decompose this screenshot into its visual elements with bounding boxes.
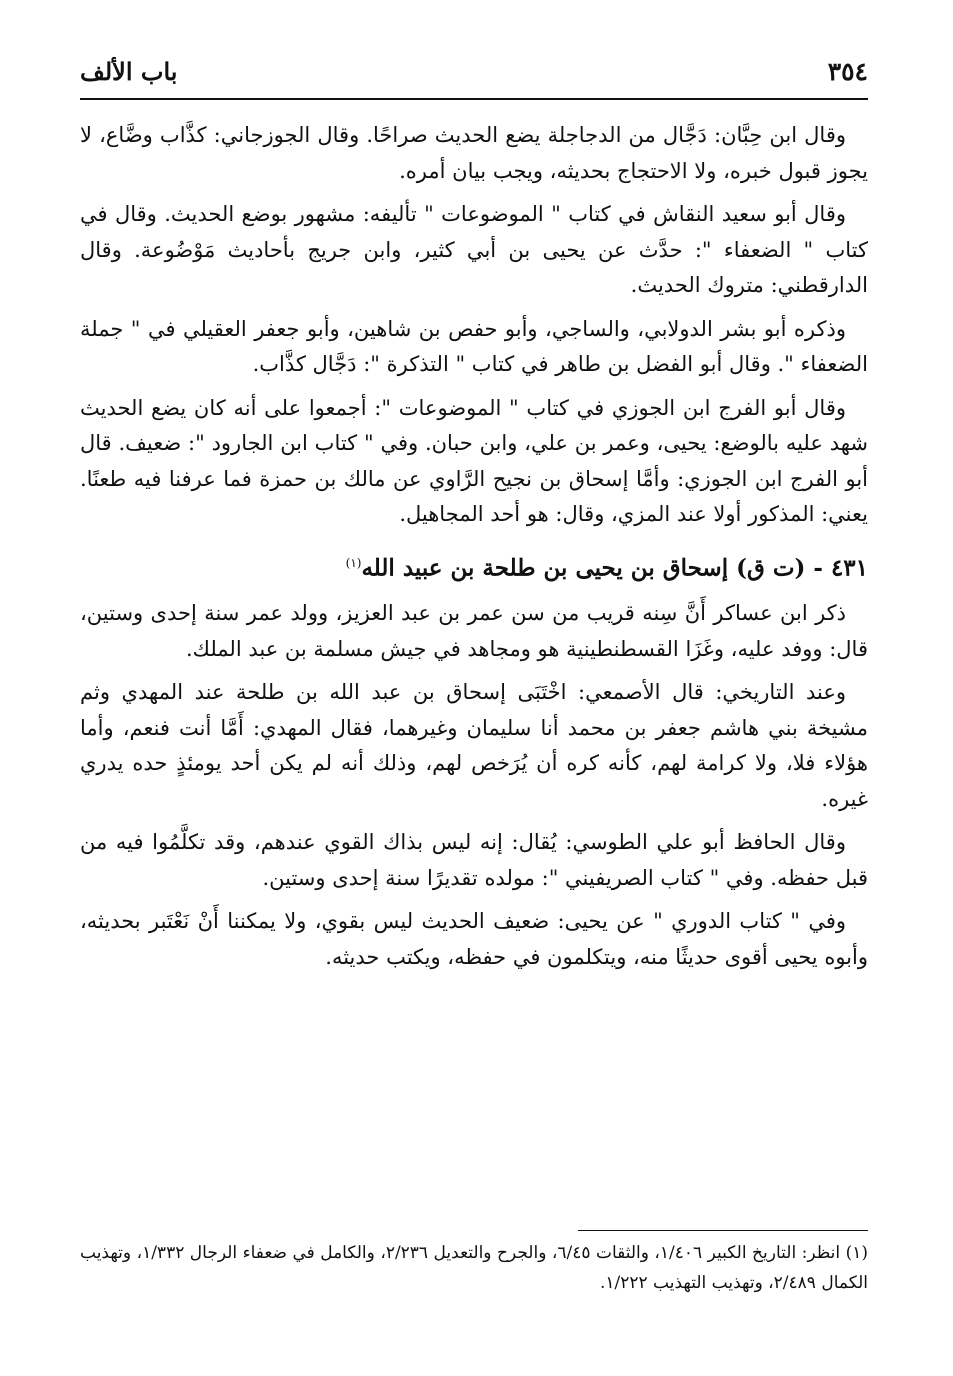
footnote-reference: (١): [345, 555, 362, 570]
header-divider: [80, 98, 868, 100]
entry-heading: [80, 545, 868, 587]
paragraph: وذكره أبو بشر الدولابي، والساجي، وأبو حفص بن شاهين، وأبو جعفر العقيلي في " جملة الضعفاء ". وقال أبو الفضل بن طاهر في كتاب " التذكرة ": دَجَّال كذَّاب.: [80, 316, 868, 376]
entry-heading-text: ٤٣١ - (ت ق) إسحاق بن يحيى بن طلحة بن عبيد الله: [361, 554, 868, 582]
page-header: [80, 55, 868, 95]
footnote: (١) انظر: التاريخ الكبير ١/٤٠٦، والثقات ٦/٤٥، والجرح والتعديل ٢/٢٣٦، والكامل في ضعفاء الرجال ١/٣٣٢، وتهذيب الكمال ٢/٤٨٩، وتهذيب التهذيب ١/٢٢٢.: [80, 1243, 868, 1293]
entry-paragraph: وفي " كتاب الدوري " عن يحيى: ضعيف الحديث ليس بقوي، ولا يمكننا أَنْ نَعْتَبر بحديثه، وأبوه يحيى أقوى حديثًا منه، ويتكلمون في حفظه، ويكتب حديثه.: [80, 909, 868, 969]
entry-paragraph: وقال الحافظ أبو علي الطوسي: يُقال: إنه ليس بذاك القوي عندهم، وقد تكلَّمُوا فيه من قبل حفظه. وفي " كتاب الصريفيني ": مولده تقديرًا سنة إحدى وستين.: [80, 830, 868, 890]
running-title: باب الألف: [80, 57, 178, 86]
paragraph: وقال أبو سعيد النقاش في كتاب " الموضوعات " تأليفه: مشهور بوضع الحديث. وقال في كتاب " الضعفاء ": حدَّث عن يحيى بن أبي كثير، وابن جريج بأحاديث مَوْضُوعة. وقال الدارقطني: متروك الحديث.: [80, 202, 868, 297]
footnote-divider: [578, 1230, 868, 1231]
page-number: ٣٥٤: [827, 57, 868, 86]
entry-paragraph: ذكر ابن عساكر أَنَّ سِنه قريب من سن عمر بن عبد العزيز، وولد عمر سنة إحدى وستين، قال: ووفد عليه، وغَزَا القسطنطينية هو ومجاهد في جيش مسلمة بن عبد الملك.: [80, 601, 868, 661]
paragraph: وقال أبو الفرج ابن الجوزي في كتاب " الموضوعات ": أجمعوا على أنه كان يضع الحديث شهد عليه بالوضع: يحيى، وعمر بن علي، وابن حبان. وفي " كتاب ابن الجارود ": ضعيف. قال أبو الفرج ابن الجوزي: وأمَّا إسحاق بن نجيح الرَّاوي عن مالك بن حمزة فما عرفنا فيه طعنًا. يعني: المذكور أولا عند المزي، وقال: هو أحد المجاهيل.: [80, 395, 868, 526]
main-text: [80, 118, 868, 983]
paragraph: وقال ابن حِبَّان: دَجَّال من الدجاجلة يضع الحديث صراحًا. وقال الجوزجاني: كذَّاب وضَّاع، لا يجوز قبول خبره، ولا الاحتجاج بحديثه، ويجب بيان أمره.: [80, 123, 868, 183]
entry-paragraph: وعند التاريخي: قال الأصمعي: اخْتَبَى إسحاق بن عبد الله بن طلحة عند المهدي وثم مشيخة بني هاشم جعفر بن محمد أنا سليمان وغيرهما، فقال المهدي: أَمَّا أنت فنعم، وأما هؤلاء فلا، ولا كرامة لهم، كأنه كره أن يُرَخص لهم، وذلك أنه لم يكن أحد يومئذٍ حده يدري غيره.: [80, 680, 868, 811]
